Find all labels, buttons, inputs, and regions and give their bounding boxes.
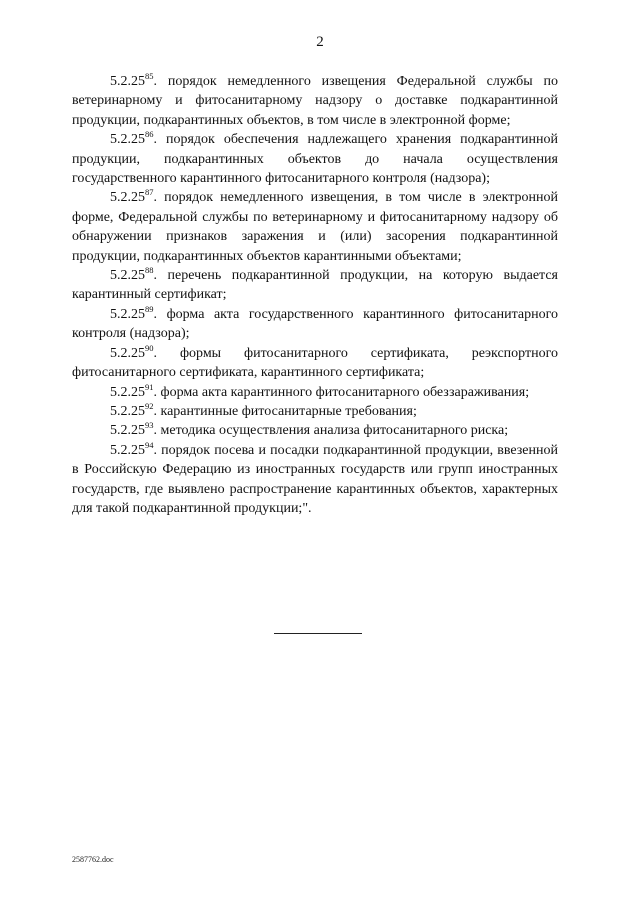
file-name-footer: 2587762.doc <box>72 855 114 864</box>
item-superscript: 92 <box>145 400 154 411</box>
item-superscript: 93 <box>145 420 154 431</box>
item-text: . форма акта карантинного фитосанитарного обеззараживания; <box>153 384 530 400</box>
item-text: . методика осуществления анализа фитосанитарного риска; <box>153 423 509 439</box>
item-superscript: 86 <box>145 129 154 140</box>
item-number: 5.2.25 <box>110 384 145 400</box>
item-text: . порядок посева и посадки подкарантинной продукции, ввезенной в Российскую Федерацию из иностранных государств или групп иностранных государств, где выявлено распространение карантинных объектов, характерных для такой подкарантинной продукции;". <box>72 442 558 516</box>
list-item <box>72 402 558 421</box>
item-superscript: 87 <box>145 187 154 198</box>
item-superscript: 88 <box>145 265 154 276</box>
item-text: . формы фитосанитарного сертификата, реэкспортного фитосанитарного сертификата, карантинного сертификата; <box>72 345 558 381</box>
list-item <box>72 305 558 344</box>
list-item <box>72 266 558 305</box>
item-number: 5.2.25 <box>110 268 145 284</box>
item-number: 5.2.25 <box>110 403 145 419</box>
item-superscript: 89 <box>145 303 154 314</box>
item-text: . карантинные фитосанитарные требования; <box>153 403 417 419</box>
list-item <box>72 441 558 519</box>
item-superscript: 91 <box>145 381 154 392</box>
item-text: . форма акта государственного карантинного фитосанитарного контроля (надзора); <box>72 306 558 342</box>
item-number: 5.2.25 <box>110 345 145 361</box>
item-number: 5.2.25 <box>110 423 145 439</box>
item-number: 5.2.25 <box>110 190 145 206</box>
item-superscript: 90 <box>145 342 154 353</box>
item-text: . порядок немедленного извещения, в том числе в электронной форме, Федеральной службы по ветеринарному и фитосанитарному надзору об обнаружении признаков заражения и (или) засорения подкарантинной продукции, подкарантинных объектов карантинными объектами; <box>72 190 558 264</box>
list-item <box>72 188 558 266</box>
list-item <box>72 421 558 440</box>
item-number: 5.2.25 <box>110 132 145 148</box>
page-number: 2 <box>316 34 324 50</box>
item-superscript: 85 <box>145 71 154 81</box>
item-text: . порядок немедленного извещения Федеральной службы по ветеринарному и фитосанитарному надзору о доставке подкарантинной продукции, подкарантинных объектов, в том числе в электронной форме; <box>72 74 558 128</box>
end-divider <box>274 633 362 634</box>
item-superscript: 94 <box>145 439 154 450</box>
list-item <box>72 383 558 402</box>
document-body <box>72 72 558 518</box>
list-item <box>72 344 558 383</box>
item-text: . порядок обеспечения надлежащего хранения подкарантинной продукции, подкарантинных объектов до начала осуществления государственного карантинного фитосанитарного контроля (надзора); <box>72 132 558 187</box>
list-item <box>72 130 558 188</box>
item-text: . перечень подкарантинной продукции, на которую выдается карантинный сертификат; <box>72 268 558 303</box>
item-number: 5.2.25 <box>110 442 145 458</box>
item-number: 5.2.25 <box>110 306 145 322</box>
list-item <box>72 72 558 130</box>
item-number: 5.2.25 <box>110 74 145 89</box>
